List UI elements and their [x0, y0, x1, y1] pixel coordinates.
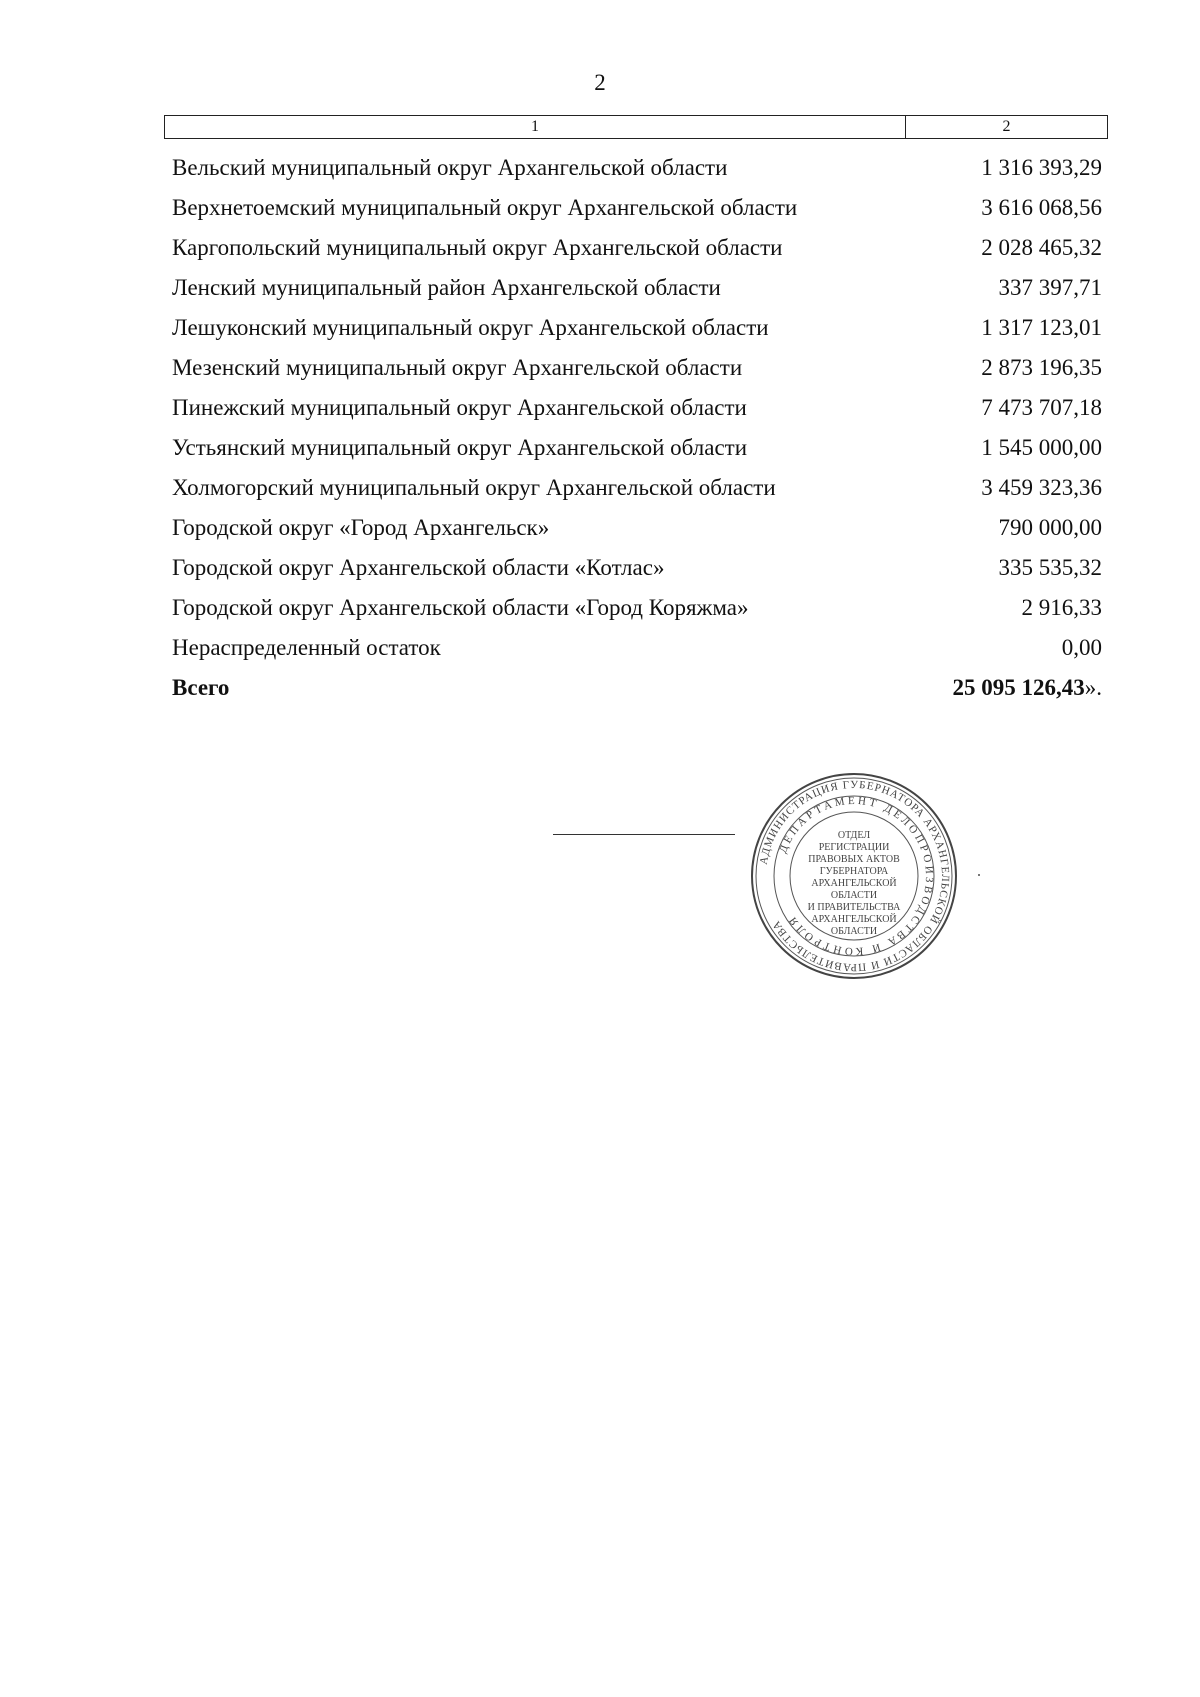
stamp-center-line: ОБЛАСТИ	[830, 890, 878, 901]
table-header	[164, 115, 1108, 139]
scan-dot	[978, 874, 980, 876]
table-row	[172, 188, 1102, 228]
row-value: 2 873 196,35	[981, 355, 1102, 380]
row-name: Пинежский муниципальный округ Архангельской области	[172, 395, 747, 420]
table-row	[172, 508, 1102, 548]
table-row	[172, 468, 1102, 508]
table-row	[172, 588, 1102, 628]
table-row	[172, 148, 1102, 188]
row-value: 790 000,00	[998, 515, 1102, 540]
row-name: Мезенский муниципальный округ Архангельской области	[172, 355, 743, 380]
page-number: 2	[594, 70, 606, 95]
official-seal-stamp	[748, 770, 960, 982]
row-value: 0,00	[1061, 635, 1102, 660]
row-value: 7 473 707,18	[981, 395, 1102, 420]
header-col-1: 1	[165, 116, 906, 138]
row-name: Холмогорский муниципальный округ Архангельской области	[172, 475, 776, 500]
table-row	[172, 428, 1102, 468]
header-col-2: 2	[1002, 118, 1011, 135]
table-row	[172, 388, 1102, 428]
row-name: Городской округ «Город Архангельск»	[172, 515, 550, 540]
allocation-rows	[172, 148, 1102, 708]
row-value: 3 616 068,56	[981, 195, 1102, 220]
row-name: Городской округ Архангельской области «Котлас»	[172, 555, 665, 580]
row-value: 335 535,32	[998, 555, 1102, 580]
stamp-outer-textpath: АДМИНИСТРАЦИЯ ГУБЕРНАТОРА АРХАНГЕЛЬСКОЙ ОБЛАСТИ И ПРАВИТЕЛЬСТВА	[757, 778, 952, 974]
row-name: Верхнетоемский муниципальный округ Архангельской области	[172, 195, 798, 220]
total-row	[172, 668, 1102, 708]
table-row	[172, 268, 1102, 308]
stamp-center-line: ОБЛАСТИ	[830, 926, 878, 937]
total-value: 25 095 126,43	[952, 675, 1085, 700]
stamp-center-line: И ПРАВИТЕЛЬСТВА	[807, 902, 901, 913]
row-value: 1 545 000,00	[981, 435, 1102, 460]
row-value: 2 916,33	[1021, 595, 1102, 620]
row-name: Каргопольский муниципальный округ Архангельской области	[172, 235, 783, 260]
stamp-inner-textpath: ДЕПАРТАМЕНТ ДЕЛОПРОИЗВОДСТВА И КОНТРОЛЯ	[777, 794, 936, 958]
total-label: Всего	[172, 675, 230, 700]
row-name: Нераспределенный остаток	[172, 635, 441, 660]
signature-line	[553, 834, 735, 835]
row-value: 2 028 465,32	[981, 235, 1102, 260]
table-row	[172, 348, 1102, 388]
stamp-center-line: ПРАВОВЫХ АКТОВ	[808, 854, 900, 865]
row-value: 3 459 323,36	[981, 475, 1102, 500]
row-name: Ленский муниципальный район Архангельской области	[172, 275, 721, 300]
table-row	[172, 548, 1102, 588]
table-row	[172, 228, 1102, 268]
stamp-center-line: ГУБЕРНАТОРА	[819, 866, 889, 877]
table-row	[172, 628, 1102, 668]
row-name: Лешуконский муниципальный округ Архангельской области	[172, 315, 769, 340]
total-suffix: ».	[1084, 675, 1102, 700]
row-name: Вельский муниципальный округ Архангельской области	[172, 155, 728, 180]
total-value-wrap	[953, 668, 1103, 708]
stamp-center-line: ОТДЕЛ	[837, 830, 871, 841]
row-name: Устьянский муниципальный округ Архангельской области	[172, 435, 748, 460]
table-row	[172, 308, 1102, 348]
stamp-center-line: АРХАНГЕЛЬСКОЙ	[811, 878, 897, 889]
row-value: 337 397,71	[998, 275, 1102, 300]
stamp-center-line: РЕГИСТРАЦИИ	[818, 842, 890, 853]
stamp-center-line: АРХАНГЕЛЬСКОЙ	[811, 914, 897, 925]
row-value: 1 316 393,29	[981, 155, 1102, 180]
row-value: 1 317 123,01	[981, 315, 1102, 340]
row-name: Городской округ Архангельской области «Город Коряжма»	[172, 595, 749, 620]
